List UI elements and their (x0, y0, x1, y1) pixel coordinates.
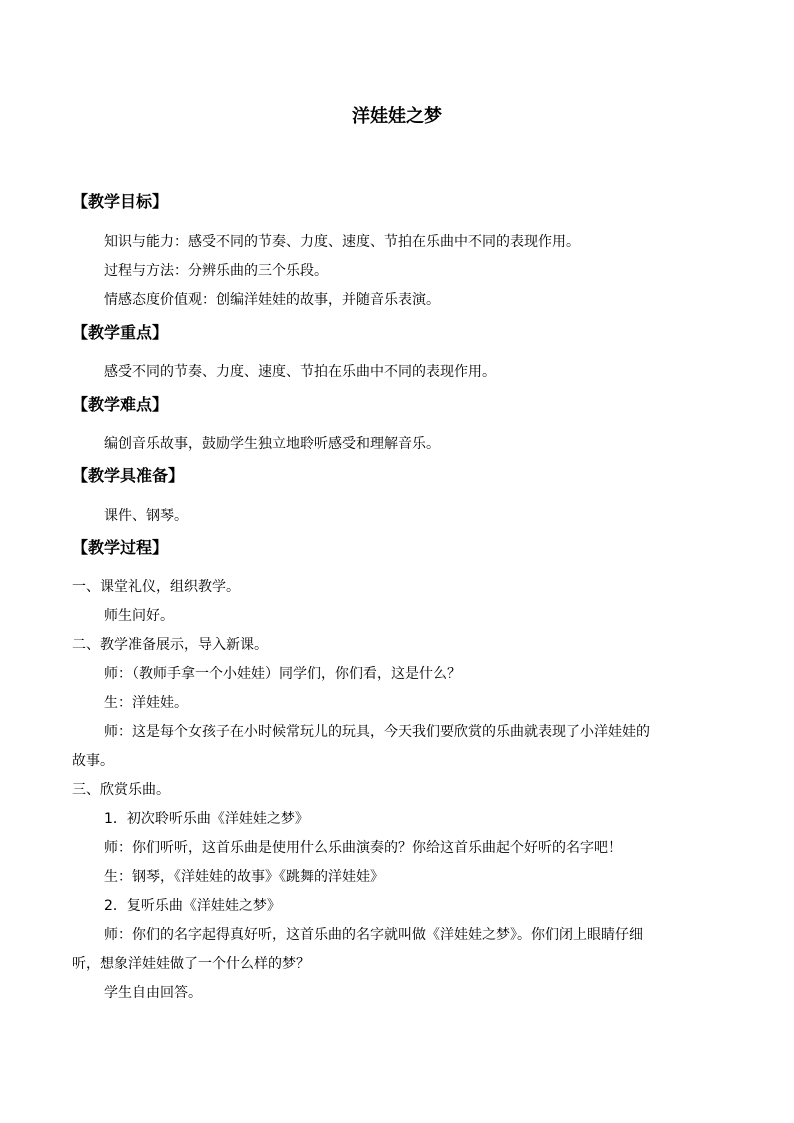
process-line: 生：洋娃娃。 (104, 695, 188, 711)
process-line: 生：钢琴，《洋娃娃的故事》《跳舞的洋娃娃》 (104, 869, 384, 885)
document-title: 洋娃娃之梦 (352, 106, 442, 127)
process-line: 师：你们听听，这首乐曲是使用什么乐曲演奏的？你给这首乐曲起个好听的名字吧！ (104, 840, 622, 856)
process-line: 师生问好。 (104, 608, 174, 624)
section-heading-goals: 【教学目标】 (72, 192, 169, 211)
process-line: 学生自由回答。 (104, 985, 202, 1001)
goal-emotion: 情感态度价值观：创编洋娃娃的故事，并随音乐表演。 (104, 292, 440, 308)
key-points-text: 感受不同的节奏、力度、速度、节拍在乐曲中不同的表现作用。 (104, 364, 496, 380)
process-line: 1．初次聆听乐曲《洋娃娃之梦》 (104, 811, 309, 827)
goal-process: 过程与方法：分辨乐曲的三个乐段。 (104, 263, 328, 279)
process-line: 师：这是每个女孩子在小时候常玩儿的玩具，今天我们要欣赏的乐曲就表现了小洋娃娃的 (104, 724, 650, 740)
process-step-2-heading: 二、教学准备展示，导入新课。 (72, 637, 268, 653)
process-line: 师：你们的名字起得真好听，这首乐曲的名字就叫做《洋娃娃之梦》。你们闭上眼睛仔细 (104, 927, 643, 943)
process-line: 故事。 (72, 753, 114, 769)
section-heading-difficulties: 【教学难点】 (72, 395, 169, 414)
section-heading-process: 【教学过程】 (72, 538, 169, 557)
goal-knowledge: 知识与能力：感受不同的节奏、力度、速度、节拍在乐曲中不同的表现作用。 (104, 234, 580, 250)
process-line: 2．复听乐曲《洋娃娃之梦》 (104, 898, 281, 914)
process-line: 师：（教师手拿一个小娃娃）同学们，你们看，这是什么？ (104, 666, 461, 682)
process-step-3-heading: 三、欣赏乐曲。 (72, 782, 170, 798)
section-heading-materials: 【教学具准备】 (72, 466, 185, 485)
materials-text: 课件、钢琴。 (104, 508, 188, 524)
section-heading-key-points: 【教学重点】 (72, 323, 169, 342)
process-step-1-heading: 一、课堂礼仪，组织教学。 (72, 579, 240, 595)
process-line: 听，想象洋娃娃做了一个什么样的梦？ (72, 956, 310, 972)
difficulties-text: 编创音乐故事，鼓励学生独立地聆听感受和理解音乐。 (104, 436, 440, 452)
